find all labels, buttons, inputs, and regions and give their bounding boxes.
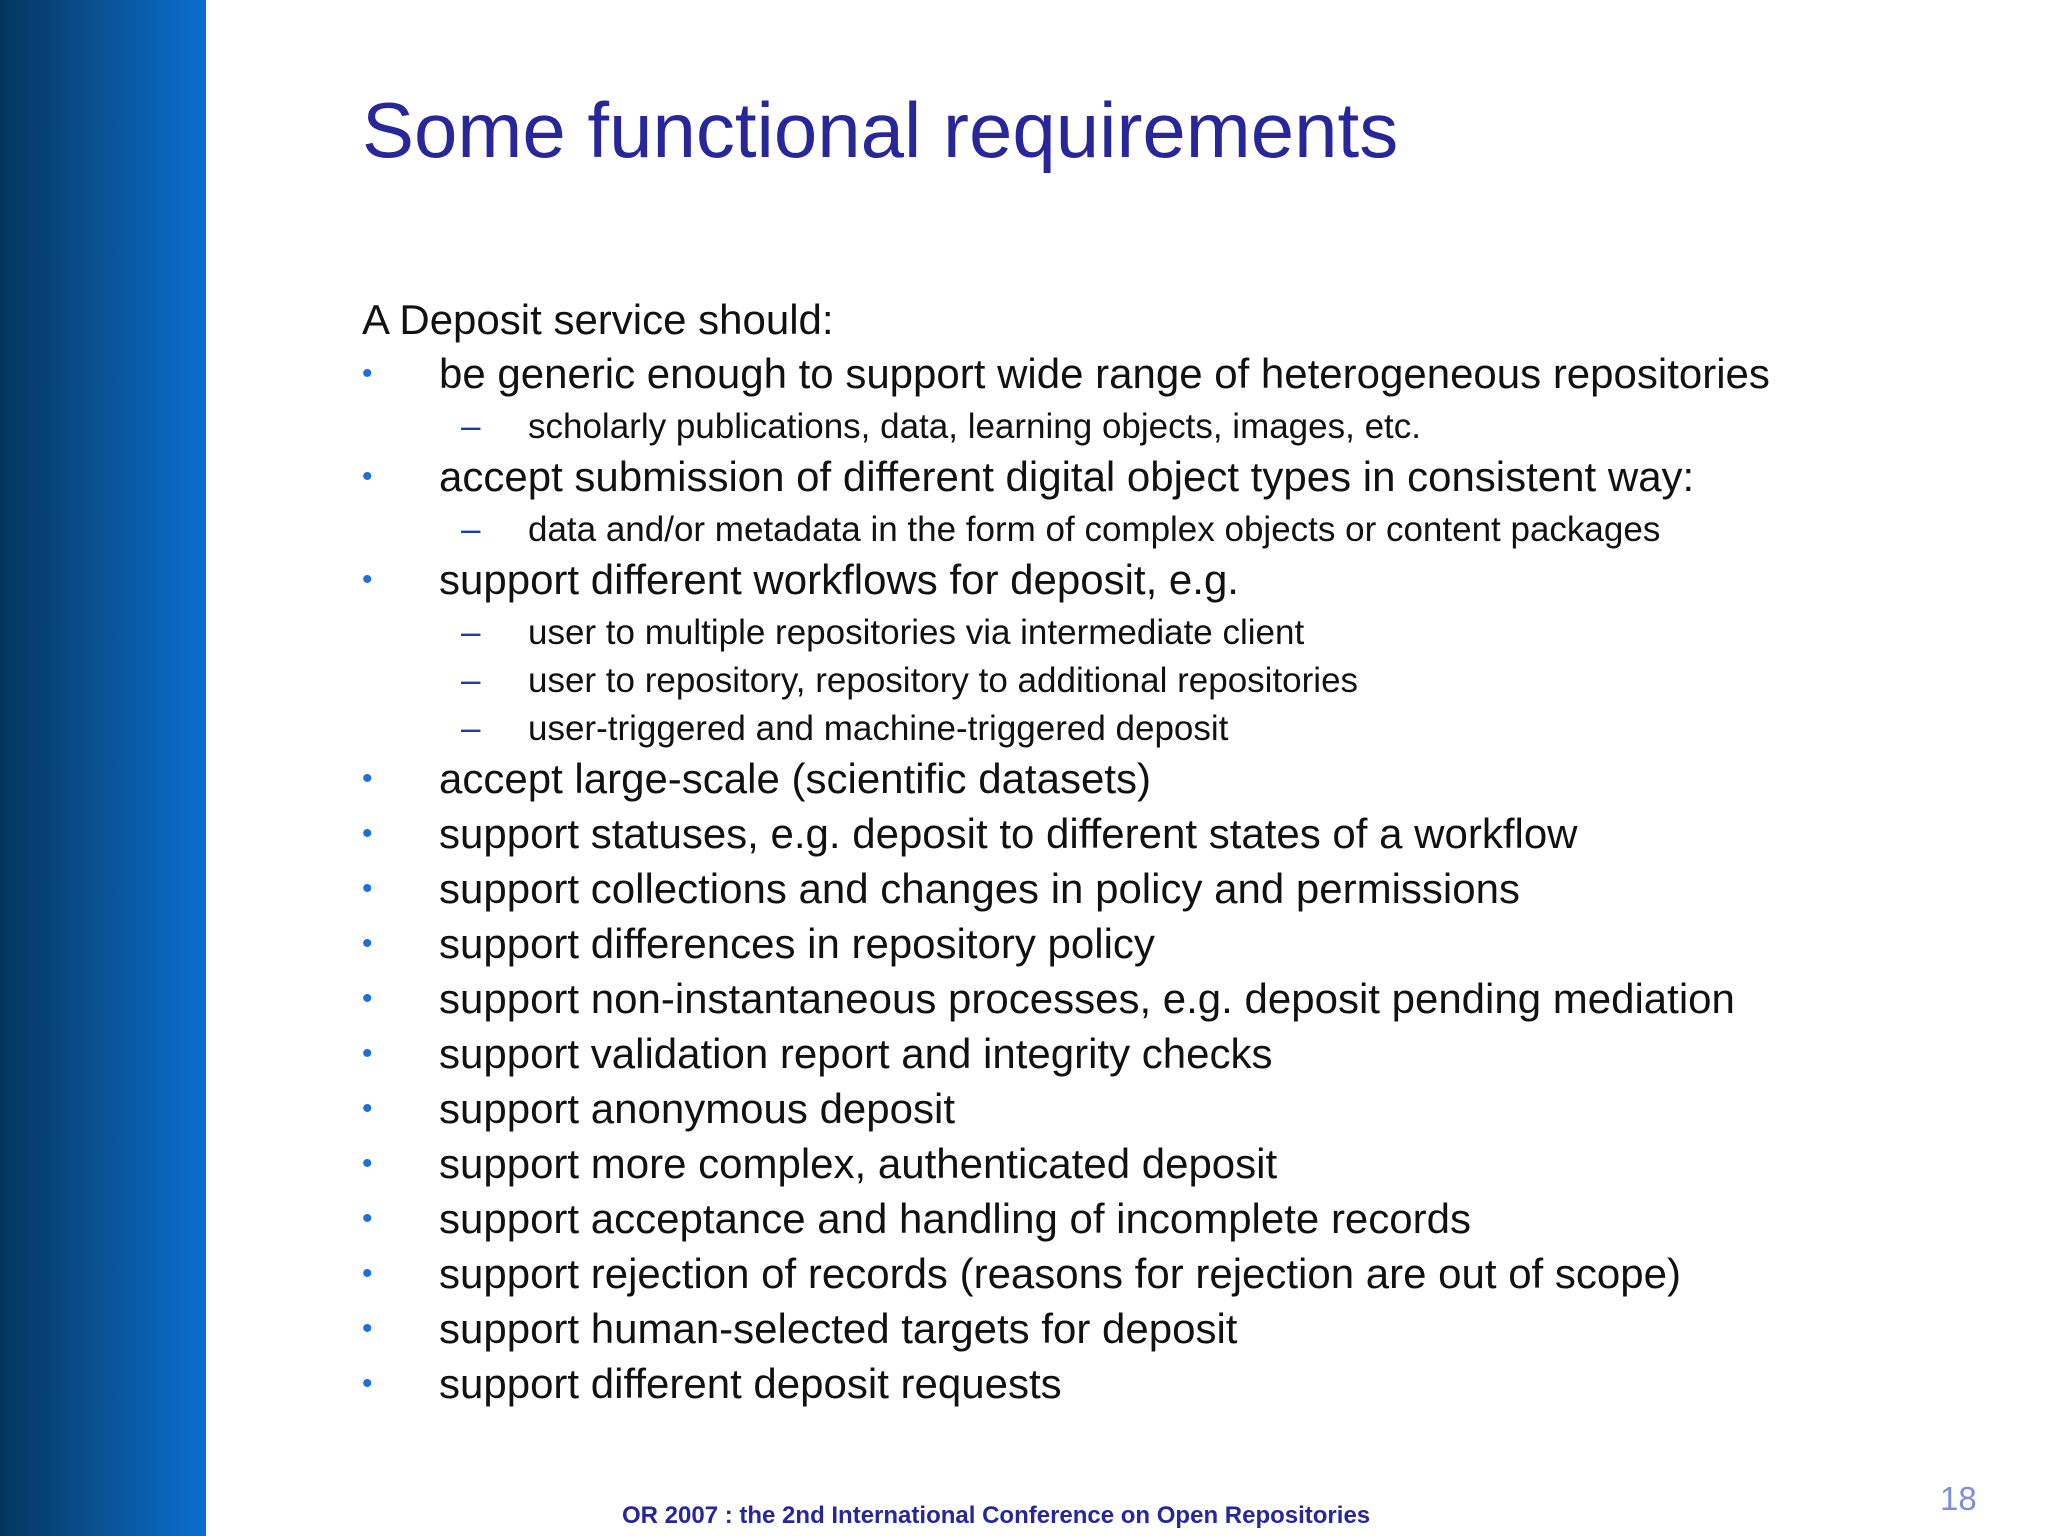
- requirement-row: [362, 1195, 2002, 1250]
- requirement-text: support rejection of records (reasons for rejection are out of scope): [439, 1250, 1681, 1297]
- requirement-text: support validation report and integrity checks: [439, 1030, 1273, 1077]
- requirement-text: support non-instantaneous processes, e.g. deposit pending mediation: [439, 975, 1735, 1022]
- dash-icon: –: [461, 407, 481, 446]
- requirement-item: [362, 1085, 2002, 1140]
- requirement-text: accept large-scale (scientific datasets): [439, 755, 1151, 802]
- requirement-row: [362, 865, 2002, 920]
- requirement-item: [362, 920, 2002, 975]
- requirement-text: be generic enough to support wide range of heterogeneous repositories: [439, 350, 1770, 397]
- intro-text: A Deposit service should:: [362, 296, 834, 343]
- sub-requirement-text: scholarly publications, data, learning objects, images, etc.: [528, 407, 1421, 446]
- bullet-icon: •: [362, 563, 373, 596]
- dash-icon: –: [461, 661, 481, 700]
- bullet-icon: •: [362, 1037, 373, 1070]
- sub-requirement-item: [362, 405, 2002, 453]
- sub-requirement-item: [362, 659, 2002, 707]
- requirement-item: [362, 556, 2002, 755]
- requirement-row: [362, 810, 2002, 865]
- sub-requirement-item: [362, 508, 2002, 556]
- bullet-icon: •: [362, 1092, 373, 1125]
- requirements-list: [362, 350, 2002, 1415]
- sub-requirements-list: [362, 611, 2002, 755]
- bullet-icon: •: [362, 1257, 373, 1290]
- bullet-icon: •: [362, 982, 373, 1015]
- requirement-row: [362, 1305, 2002, 1360]
- requirement-row: [362, 1250, 2002, 1305]
- requirement-item: [362, 865, 2002, 920]
- side-bar-decoration: [0, 0, 206, 1536]
- requirement-item: [362, 1140, 2002, 1195]
- requirement-row: [362, 1030, 2002, 1085]
- requirement-row: [362, 920, 2002, 975]
- requirement-text: support different workflows for deposit, e.g.: [439, 556, 1239, 603]
- requirement-item: [362, 755, 2002, 810]
- requirement-item: [362, 1305, 2002, 1360]
- bullet-icon: •: [362, 357, 373, 390]
- requirement-text: support human-selected targets for deposit: [439, 1305, 1238, 1352]
- requirement-item: [362, 810, 2002, 865]
- requirement-text: support differences in repository policy: [439, 920, 1155, 967]
- sub-requirements-list: [362, 405, 2002, 453]
- requirement-text: accept submission of different digital object types in consistent way:: [439, 453, 1695, 500]
- requirement-item: [362, 1030, 2002, 1085]
- dash-icon: –: [461, 613, 481, 652]
- requirement-row: [362, 975, 2002, 1030]
- sub-requirement-text: user-triggered and machine-triggered deposit: [528, 709, 1229, 748]
- requirement-row: [362, 350, 2002, 405]
- sub-requirement-text: user to repository, repository to additional repositories: [528, 661, 1359, 700]
- bullet-icon: •: [362, 460, 373, 493]
- requirement-text: support acceptance and handling of incomplete records: [439, 1195, 1471, 1242]
- sub-requirement-text: data and/or metadata in the form of complex objects or content packages: [528, 510, 1661, 549]
- sub-requirement-item: [362, 707, 2002, 755]
- sub-requirement-item: [362, 611, 2002, 659]
- sub-requirements-list: [362, 508, 2002, 556]
- sub-requirement-text: user to multiple repositories via intermediate client: [528, 613, 1305, 652]
- bullet-icon: •: [362, 1147, 373, 1180]
- requirement-text: support anonymous deposit: [439, 1085, 955, 1132]
- bullet-icon: •: [362, 762, 373, 795]
- bullet-icon: •: [362, 872, 373, 905]
- footer-text: OR 2007 : the 2nd International Conference on Open Repositories: [622, 1502, 1371, 1529]
- slide-title: Some functional requirements: [362, 86, 1399, 174]
- bullet-icon: •: [362, 1312, 373, 1345]
- requirement-item: [362, 1195, 2002, 1250]
- requirement-row: [362, 1360, 2002, 1415]
- slide-body: [362, 296, 2002, 1415]
- requirement-row: [362, 453, 2002, 508]
- dash-icon: –: [461, 510, 481, 549]
- requirement-row: [362, 1140, 2002, 1195]
- dash-icon: –: [461, 709, 481, 748]
- requirement-text: support different deposit requests: [439, 1360, 1062, 1407]
- requirement-item: [362, 1250, 2002, 1305]
- requirement-item: [362, 453, 2002, 556]
- requirement-row: [362, 1085, 2002, 1140]
- requirement-text: support more complex, authenticated deposit: [439, 1140, 1278, 1187]
- page-number: 18: [1940, 1480, 1977, 1517]
- bullet-icon: •: [362, 927, 373, 960]
- requirement-text: support statuses, e.g. deposit to different states of a workflow: [439, 810, 1578, 857]
- bullet-icon: •: [362, 817, 373, 850]
- requirement-row: [362, 556, 2002, 611]
- requirement-text: support collections and changes in policy and permissions: [439, 865, 1520, 912]
- requirement-item: [362, 1360, 2002, 1415]
- bullet-icon: •: [362, 1202, 373, 1235]
- requirement-item: [362, 350, 2002, 453]
- requirement-row: [362, 755, 2002, 810]
- requirement-item: [362, 975, 2002, 1030]
- bullet-icon: •: [362, 1367, 373, 1400]
